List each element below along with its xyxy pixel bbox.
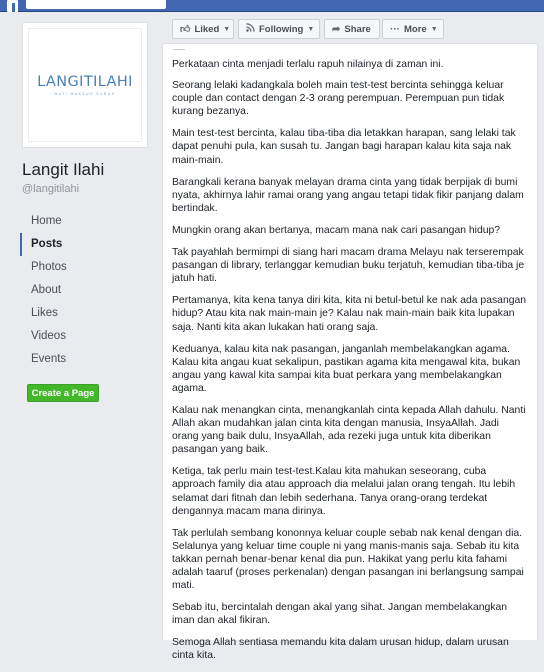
post-card <box>162 43 538 662</box>
chevron-down-icon: ▼ <box>223 25 231 33</box>
chevron-down-icon: ▼ <box>307 25 315 33</box>
chevron-down-icon: ▼ <box>430 25 438 33</box>
nav-item-events[interactable]: Events <box>31 353 67 365</box>
create-page-button[interactable]: Create a Page <box>27 384 99 402</box>
post-paragraph: Mungkin orang akan bertanya, macam mana nak cari pasangan hidup? <box>172 224 501 236</box>
post-paragraph: Sebab itu, bercintalah dengan akal yang sihat. Jangan membelakangkan iman dan akal fikiran. <box>172 602 508 627</box>
post-paragraph: Main test-test bercinta, kalau tiba-tiba dia letakkan harapan, sang lelaki tak dapat penuhi pula, kan susah tu. Jangan bagi harapan kalau kita saja nak main-main. <box>172 128 516 166</box>
page-action-bar <box>172 19 448 39</box>
share-label: Share <box>344 23 371 35</box>
post-paragraph: Semoga Allah sentiasa memandu kita dalam urusan hidup, dalam urusan cinta kita. <box>172 637 509 662</box>
post-paragraph: Tak payahlah bermimpi di siang hari macam drama Melayu nak terserempak pasangan di library, terlanggar kemudian buku terjatuh, kemudian tiba-tiba je jatuh hati. <box>172 247 525 285</box>
following-label: Following <box>259 23 304 35</box>
more-button[interactable] <box>382 19 444 39</box>
page-navigation <box>20 210 150 371</box>
following-button[interactable] <box>238 19 320 39</box>
post-paragraph: Keduanya, kalau kita nak pasangan, janganlah membelakangkan agama. Kalau kita angau kuat sekalipun, pastikan agama kita mengawal kita, bukan angau yang kawal kita sampai kita buat perkara yang membelakangkan agama. <box>172 343 521 394</box>
page-title[interactable]: Langit Ilahi <box>22 160 105 179</box>
post-paragraph: Barangkali kerana banyak melayan drama cinta yang tidak berpijak di bumi nyata, akhirnya lahir ramai orang yang angau tetapi tidak fikir panjang dalam bertindak. <box>172 176 524 214</box>
search-input[interactable] <box>26 0 166 9</box>
nav-item-videos[interactable]: Videos <box>31 330 66 342</box>
page-username[interactable]: @langitilahi <box>22 183 80 195</box>
ellipsis-icon: ··· <box>390 23 400 35</box>
nav-item-about[interactable]: About <box>31 284 62 296</box>
nav-item-home[interactable]: Home <box>31 215 62 227</box>
post-paragraph: Pertamanya, kita kena tanya diri kita, kita ni betul-betul ke nak ada pasangan hidup? Atau kita nak main-main je? Kalau nak main-main baik kita lupakan saja. Nanti kita akan lukakan hati orang saja. <box>172 295 527 333</box>
page-logo-text: LANGITILAHI <box>37 74 133 90</box>
top-navigation-bar <box>0 0 544 12</box>
facebook-logo-icon[interactable] <box>7 0 18 12</box>
profile-picture-frame <box>28 28 142 142</box>
share-arrow-icon: ➦ <box>332 23 341 35</box>
post-paragraph: Ketiga, tak perlu main test-test.Kalau kita mahukan seseorang, cuba approach family dia atau approach dia melalui jalan orang tengah. Itu lebih selamat dari fitnah dan lebih sederhana. Tanya orang-orang terdekat dengannya macam mana dirinya. <box>172 466 516 517</box>
post-paragraph: Perkataan cinta menjadi terlalu rapuh nilainya di zaman ini. <box>172 59 444 70</box>
profile-picture[interactable] <box>22 22 148 148</box>
post-paragraph: Kalau nak menangkan cinta, menangkanlah cinta kepada Allah dahulu. Nanti Allah akan mudahkan jalan cinta kita dengan manusia, InsyaAllah. Jadi orang yang baik dulu, InsyaAllah, ada rezeki juga untuk kita diberikan pasangan yang baik. <box>172 404 526 456</box>
post-divider <box>173 49 185 50</box>
nav-item-likes[interactable]: Likes <box>31 307 58 319</box>
liked-label: Liked <box>194 23 220 35</box>
thumbs-up-icon: 👍︎ <box>180 24 191 35</box>
share-button[interactable] <box>324 19 380 39</box>
nav-item-posts[interactable]: Posts <box>20 233 150 256</box>
page-scrollbar[interactable] <box>538 12 544 640</box>
post-paragraph: Seorang lelaki kadangkala boleh main test-test bercinta sehingga keluar couple dan contact dengan 2-3 orang perempuan. Perempuan pun tidak kurang bezanya. <box>172 80 505 118</box>
nav-item-photos[interactable]: Photos <box>31 261 67 273</box>
post-body <box>172 58 527 672</box>
rss-icon <box>246 23 255 35</box>
more-label: More <box>404 23 427 35</box>
post-paragraph: Tak perlulah sembang kononnya keluar couple sebab nak kenal dengan dia. Selalunya yang keluar time couple ni yang manis-manis saja. Sebab itu kita takkan pernah benar-benar kenal dia pun. Hakikat yang perlu kita fahami adalah taaruf (proses perkenalan) dengan pasangan ini berlangsung sampai mati. <box>172 527 524 592</box>
liked-button[interactable] <box>172 19 234 39</box>
page-logo-tagline: MATI MAKSUD SURAH <box>54 92 116 96</box>
